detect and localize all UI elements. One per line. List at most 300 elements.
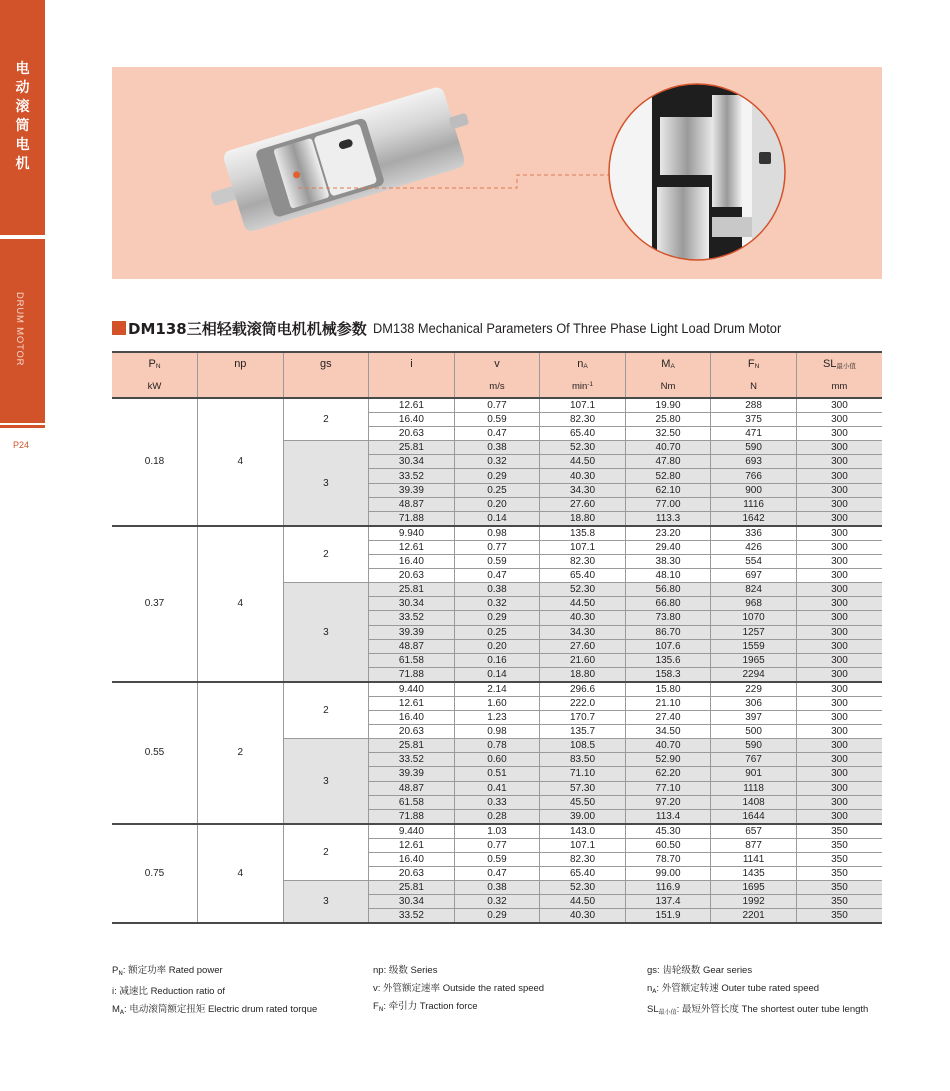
ratio-cell: 25.81 (369, 739, 455, 753)
speed-cell: 1.60 (454, 696, 540, 710)
traction-cell: 426 (711, 540, 797, 554)
speed-cell: 0.32 (454, 895, 540, 909)
ratio-cell: 20.63 (369, 427, 455, 441)
speed-cell: 0.38 (454, 583, 540, 597)
torque-cell: 47.80 (625, 455, 711, 469)
table-header-units (112, 375, 882, 398)
speed-cell: 0.98 (454, 725, 540, 739)
legend-item: $M_A$: 电动滚筒额定扭矩 Electric drum rated torque (112, 1004, 318, 1016)
speed-cell: 0.25 (454, 483, 540, 497)
speed-cell: 0.20 (454, 497, 540, 511)
table-row (112, 682, 882, 697)
torque-cell: 99.00 (625, 867, 711, 881)
traction-cell: 767 (711, 753, 797, 767)
column-symbol: n (577, 358, 584, 370)
ratio-cell: 33.52 (369, 611, 455, 625)
torque-cell: 62.10 (625, 483, 711, 497)
min-length-cell: 300 (796, 781, 882, 795)
min-length-cell: 350 (796, 895, 882, 909)
traction-cell: 590 (711, 739, 797, 753)
min-length-cell: 300 (796, 555, 882, 569)
column-symbol: F (747, 358, 755, 370)
rated-rpm-cell: 40.30 (540, 909, 626, 924)
traction-cell: 968 (711, 597, 797, 611)
column-header-4 (454, 352, 540, 375)
legend-item: np: 级数 Series (373, 965, 438, 976)
sidebar-title-char: 滚 (15, 99, 30, 115)
legend-en: Series (410, 965, 438, 976)
speed-cell: 1.03 (454, 824, 540, 839)
torque-cell: 34.50 (625, 725, 711, 739)
torque-cell: 19.90 (625, 398, 711, 413)
min-length-cell: 300 (796, 540, 882, 554)
traction-cell: 766 (711, 469, 797, 483)
traction-cell: 824 (711, 583, 797, 597)
rated-power-cell: 0.75 (112, 824, 198, 924)
rated-power-cell: 0.18 (112, 398, 198, 526)
traction-cell: 1695 (711, 881, 797, 895)
legend-cn: 外管额定转速 (661, 983, 719, 994)
torque-cell: 40.70 (625, 739, 711, 753)
speed-cell: 0.41 (454, 781, 540, 795)
column-header-7 (711, 352, 797, 375)
torque-cell: 77.10 (625, 781, 711, 795)
ratio-cell: 16.40 (369, 711, 455, 725)
ratio-cell: 9.940 (369, 526, 455, 541)
min-length-cell: 350 (796, 853, 882, 867)
legend-symbol: np (373, 965, 384, 976)
column-header-2 (283, 352, 369, 375)
torque-cell: 113.4 (625, 809, 711, 824)
legend-item: v: 外管额定速率 Outside the rated speed (373, 983, 545, 994)
legend-subscript: A (119, 1009, 125, 1016)
column-unit-8 (796, 375, 882, 398)
ratio-cell: 16.40 (369, 413, 455, 427)
gs-cell: 3 (283, 441, 369, 526)
legend-item: $SL_{最小值}$: 最短外管长度 The shortest outer tube length (647, 1004, 869, 1016)
min-length-cell: 300 (796, 725, 882, 739)
legend-column-1 (112, 962, 317, 1022)
column-header-1 (198, 352, 284, 375)
column-unit-superscript: -1 (587, 380, 594, 388)
legend-column-2 (373, 962, 544, 1019)
traction-cell: 336 (711, 526, 797, 541)
rated-rpm-cell: 108.5 (540, 739, 626, 753)
traction-cell: 1257 (711, 625, 797, 639)
min-length-cell: 300 (796, 767, 882, 781)
traction-cell: 2294 (711, 667, 797, 682)
column-unit-7 (711, 375, 797, 398)
legend-subscript: A (652, 988, 657, 995)
torque-cell: 52.80 (625, 469, 711, 483)
legend-en: The shortest outer tube length (741, 1004, 869, 1015)
title-marker-icon (112, 321, 126, 335)
drum-motor-cutaway-image (200, 81, 481, 240)
torque-cell: 45.30 (625, 824, 711, 839)
speed-cell: 0.59 (454, 555, 540, 569)
torque-cell: 135.6 (625, 653, 711, 667)
min-length-cell: 300 (796, 682, 882, 697)
gs-cell: 3 (283, 583, 369, 682)
min-length-cell: 300 (796, 441, 882, 455)
traction-cell: 900 (711, 483, 797, 497)
column-symbol: i (410, 358, 413, 370)
torque-cell: 137.4 (625, 895, 711, 909)
speed-cell: 0.20 (454, 639, 540, 653)
ratio-cell: 39.39 (369, 625, 455, 639)
torque-cell: 66.80 (625, 597, 711, 611)
traction-cell: 500 (711, 725, 797, 739)
rated-rpm-cell: 45.50 (540, 795, 626, 809)
section-title (112, 318, 802, 338)
rated-rpm-cell: 52.30 (540, 441, 626, 455)
column-unit: min (571, 380, 588, 392)
page-number: P24 (13, 440, 30, 450)
rated-rpm-cell: 44.50 (540, 455, 626, 469)
speed-cell: 0.32 (454, 455, 540, 469)
ratio-cell: 9.440 (369, 824, 455, 839)
ratio-cell: 48.87 (369, 497, 455, 511)
rated-rpm-cell: 44.50 (540, 597, 626, 611)
torque-cell: 116.9 (625, 881, 711, 895)
rated-rpm-cell: 107.1 (540, 540, 626, 554)
column-unit-6 (625, 375, 711, 398)
torque-cell: 151.9 (625, 909, 711, 924)
np-cell: 4 (198, 398, 284, 526)
rated-rpm-cell: 222.0 (540, 696, 626, 710)
rated-rpm-cell: 143.0 (540, 824, 626, 839)
traction-cell: 590 (711, 441, 797, 455)
min-length-cell: 300 (796, 469, 882, 483)
gear-detail-image (609, 84, 792, 267)
speed-cell: 0.14 (454, 667, 540, 682)
speed-cell: 0.77 (454, 398, 540, 413)
min-length-cell: 300 (796, 639, 882, 653)
traction-cell: 554 (711, 555, 797, 569)
min-length-cell: 300 (796, 625, 882, 639)
column-symbol: SL (822, 358, 837, 370)
sidebar-title-char: 筒 (15, 118, 30, 134)
rated-rpm-cell: 65.40 (540, 867, 626, 881)
speed-cell: 0.29 (454, 469, 540, 483)
min-length-cell: 300 (796, 611, 882, 625)
legend-en: Gear series (702, 965, 753, 976)
torque-cell: 32.50 (625, 427, 711, 441)
sidebar-title-char: 电 (15, 137, 30, 153)
ratio-cell: 12.61 (369, 540, 455, 554)
min-length-cell: 300 (796, 526, 882, 541)
sidebar-title-char: 电 (15, 61, 30, 77)
sidebar-title-char: 机 (15, 156, 30, 172)
column-unit-4 (454, 375, 540, 398)
table-row (112, 824, 882, 839)
ratio-cell: 30.34 (369, 895, 455, 909)
legend-symbol: P (112, 965, 119, 976)
legend-column-3 (647, 962, 868, 1022)
sidebar-title-cn (0, 60, 45, 174)
ratio-cell: 33.52 (369, 753, 455, 767)
speed-cell: 0.25 (454, 625, 540, 639)
speed-cell: 0.47 (454, 867, 540, 881)
torque-cell: 77.00 (625, 497, 711, 511)
torque-cell: 86.70 (625, 625, 711, 639)
rated-rpm-cell: 39.00 (540, 809, 626, 824)
table-header-symbols (112, 352, 882, 375)
rated-rpm-cell: 135.7 (540, 725, 626, 739)
legend-cn: 外管额定速率 (383, 983, 441, 994)
rated-rpm-cell: 65.40 (540, 427, 626, 441)
speed-cell: 0.59 (454, 413, 540, 427)
product-banner (112, 67, 882, 279)
torque-cell: 113.3 (625, 511, 711, 526)
torque-cell: 60.50 (625, 838, 711, 852)
section-title-cn: DM138三相轻载滚筒电机机械参数 (128, 319, 367, 338)
column-symbol: M (661, 358, 671, 370)
traction-cell: 1435 (711, 867, 797, 881)
rated-rpm-cell: 65.40 (540, 569, 626, 583)
torque-cell: 29.40 (625, 540, 711, 554)
legend-en: Rated power (168, 965, 223, 976)
ratio-cell: 61.58 (369, 653, 455, 667)
speed-cell: 0.14 (454, 511, 540, 526)
torque-cell: 15.80 (625, 682, 711, 697)
legend-subscript: N (378, 1006, 384, 1013)
gs-cell: 2 (283, 398, 369, 441)
legend-subscript: N (118, 970, 123, 977)
rated-rpm-cell: 107.1 (540, 838, 626, 852)
traction-cell: 901 (711, 767, 797, 781)
gs-cell: 2 (283, 526, 369, 583)
legend-symbol: F (373, 1001, 379, 1012)
column-header-5 (540, 352, 626, 375)
column-symbol: np (234, 358, 247, 370)
table-row (112, 398, 882, 413)
speed-cell: 0.38 (454, 881, 540, 895)
rated-rpm-cell: 296.6 (540, 682, 626, 697)
sidebar-title-char: 动 (15, 80, 30, 96)
speed-cell: 0.29 (454, 909, 540, 924)
speed-cell: 0.47 (454, 427, 540, 441)
legend-en: Outside the rated speed (442, 983, 545, 994)
traction-cell: 1116 (711, 497, 797, 511)
ratio-cell: 48.87 (369, 781, 455, 795)
min-length-cell: 300 (796, 511, 882, 526)
ratio-cell: 33.52 (369, 909, 455, 924)
ratio-cell: 71.88 (369, 511, 455, 526)
rated-rpm-cell: 135.8 (540, 526, 626, 541)
sidebar-divider (0, 425, 45, 428)
ratio-cell: 12.61 (369, 696, 455, 710)
torque-cell: 23.20 (625, 526, 711, 541)
np-cell: 4 (198, 824, 284, 924)
min-length-cell: 300 (796, 711, 882, 725)
ratio-cell: 12.61 (369, 838, 455, 852)
torque-cell: 25.80 (625, 413, 711, 427)
column-unit: mm (831, 380, 848, 392)
ratio-cell: 25.81 (369, 441, 455, 455)
speed-cell: 0.33 (454, 795, 540, 809)
ratio-cell: 25.81 (369, 881, 455, 895)
rated-rpm-cell: 71.10 (540, 767, 626, 781)
column-header-6 (625, 352, 711, 375)
column-unit: N (750, 380, 758, 392)
ratio-cell: 20.63 (369, 867, 455, 881)
torque-cell: 107.6 (625, 639, 711, 653)
legend-en: Outer tube rated speed (721, 983, 820, 994)
ratio-cell: 71.88 (369, 809, 455, 824)
rated-rpm-cell: 83.50 (540, 753, 626, 767)
column-header-3 (369, 352, 455, 375)
legend-cn: 牵引力 (388, 1001, 418, 1012)
legend-symbol: v (373, 983, 378, 994)
traction-cell: 1559 (711, 639, 797, 653)
min-length-cell: 300 (796, 455, 882, 469)
traction-cell: 288 (711, 398, 797, 413)
rated-rpm-cell: 82.30 (540, 413, 626, 427)
column-unit-0 (112, 375, 198, 398)
column-header-0 (112, 352, 198, 375)
traction-cell: 1644 (711, 809, 797, 824)
speed-cell: 0.78 (454, 739, 540, 753)
min-length-cell: 300 (796, 597, 882, 611)
ratio-cell: 48.87 (369, 639, 455, 653)
min-length-cell: 300 (796, 809, 882, 824)
rated-rpm-cell: 34.30 (540, 483, 626, 497)
legend-item: $P_N$: 额定功率 Rated power (112, 965, 223, 977)
column-unit-3 (369, 375, 455, 398)
traction-cell: 229 (711, 682, 797, 697)
rated-rpm-cell: 34.30 (540, 625, 626, 639)
legend-item: $n_A$: 外管额定转速 Outer tube rated speed (647, 983, 820, 995)
torque-cell: 21.10 (625, 696, 711, 710)
rated-rpm-cell: 18.80 (540, 667, 626, 682)
ratio-cell: 30.34 (369, 597, 455, 611)
rated-power-cell: 0.55 (112, 682, 198, 824)
speed-cell: 0.77 (454, 540, 540, 554)
torque-cell: 56.80 (625, 583, 711, 597)
speed-cell: 0.77 (454, 838, 540, 852)
rated-rpm-cell: 27.60 (540, 639, 626, 653)
legend-item: $F_N$: 牵引力 Traction force (373, 1001, 478, 1013)
traction-cell: 1965 (711, 653, 797, 667)
min-length-cell: 350 (796, 838, 882, 852)
rated-rpm-cell: 40.30 (540, 469, 626, 483)
min-length-cell: 350 (796, 881, 882, 895)
legend-symbol: gs (647, 965, 658, 976)
speed-cell: 0.98 (454, 526, 540, 541)
min-length-cell: 300 (796, 739, 882, 753)
min-length-cell: 300 (796, 653, 882, 667)
legend-en: Electric drum rated torque (207, 1004, 318, 1015)
torque-cell: 38.30 (625, 555, 711, 569)
section-title-en: DM138 Mechanical Parameters Of Three Phase Light Load Drum Motor (372, 320, 781, 336)
traction-cell: 697 (711, 569, 797, 583)
column-subscript: N (155, 363, 161, 370)
rated-rpm-cell: 27.60 (540, 497, 626, 511)
min-length-cell: 350 (796, 824, 882, 839)
torque-cell: 73.80 (625, 611, 711, 625)
ratio-cell: 39.39 (369, 483, 455, 497)
legend-symbol: SL (647, 1004, 659, 1015)
legend-symbol: M (112, 1004, 120, 1015)
torque-cell: 40.70 (625, 441, 711, 455)
legend-cn: 减速比 (119, 986, 148, 997)
traction-cell: 1642 (711, 511, 797, 526)
traction-cell: 1992 (711, 895, 797, 909)
traction-cell: 1118 (711, 781, 797, 795)
speed-cell: 0.32 (454, 597, 540, 611)
ratio-cell: 33.52 (369, 469, 455, 483)
column-unit: m/s (489, 380, 505, 392)
traction-cell: 2201 (711, 909, 797, 924)
ratio-cell: 39.39 (369, 767, 455, 781)
legend-en: Reduction ratio of (150, 986, 226, 997)
ratio-cell: 71.88 (369, 667, 455, 682)
rated-rpm-cell: 52.30 (540, 881, 626, 895)
traction-cell: 877 (711, 838, 797, 852)
min-length-cell: 300 (796, 569, 882, 583)
ratio-cell: 20.63 (369, 569, 455, 583)
min-length-cell: 300 (796, 413, 882, 427)
rated-rpm-cell: 82.30 (540, 853, 626, 867)
column-symbol: gs (320, 358, 332, 370)
traction-cell: 693 (711, 455, 797, 469)
ratio-cell: 61.58 (369, 795, 455, 809)
mechanical-parameters-table (112, 351, 882, 924)
table-row (112, 526, 882, 541)
rated-rpm-cell: 82.30 (540, 555, 626, 569)
legend-cn: 额定功率 (128, 965, 167, 976)
rated-rpm-cell: 18.80 (540, 511, 626, 526)
column-subscript: N (754, 363, 760, 370)
column-subscript: 最小值 (836, 362, 856, 370)
speed-cell: 2.14 (454, 682, 540, 697)
traction-cell: 1408 (711, 795, 797, 809)
rated-rpm-cell: 170.7 (540, 711, 626, 725)
legend-cn: 最短外管长度 (681, 1004, 739, 1015)
traction-cell: 657 (711, 824, 797, 839)
ratio-cell: 9.440 (369, 682, 455, 697)
torque-cell: 78.70 (625, 853, 711, 867)
min-length-cell: 300 (796, 696, 882, 710)
ratio-cell: 20.63 (369, 725, 455, 739)
drum-motor-illustration (112, 67, 882, 279)
ratio-cell: 30.34 (369, 455, 455, 469)
torque-cell: 52.90 (625, 753, 711, 767)
legend-symbol: n (647, 983, 653, 994)
speed-cell: 1.23 (454, 711, 540, 725)
min-length-cell: 300 (796, 427, 882, 441)
speed-cell: 0.59 (454, 853, 540, 867)
legend-item: gs: 齿轮级数 Gear series (647, 965, 753, 976)
column-unit: Nm (660, 380, 676, 392)
gs-cell: 3 (283, 739, 369, 824)
speed-cell: 0.28 (454, 809, 540, 824)
speed-cell: 0.60 (454, 753, 540, 767)
column-unit-5 (540, 375, 626, 398)
traction-cell: 397 (711, 711, 797, 725)
speed-cell: 0.38 (454, 441, 540, 455)
min-length-cell: 300 (796, 483, 882, 497)
torque-cell: 48.10 (625, 569, 711, 583)
torque-cell: 27.40 (625, 711, 711, 725)
traction-cell: 1070 (711, 611, 797, 625)
rated-rpm-cell: 107.1 (540, 398, 626, 413)
min-length-cell: 300 (796, 583, 882, 597)
legend-cn: 电动滚筒额定扭矩 (129, 1004, 206, 1015)
ratio-cell: 25.81 (369, 583, 455, 597)
column-unit: kW (147, 380, 162, 392)
